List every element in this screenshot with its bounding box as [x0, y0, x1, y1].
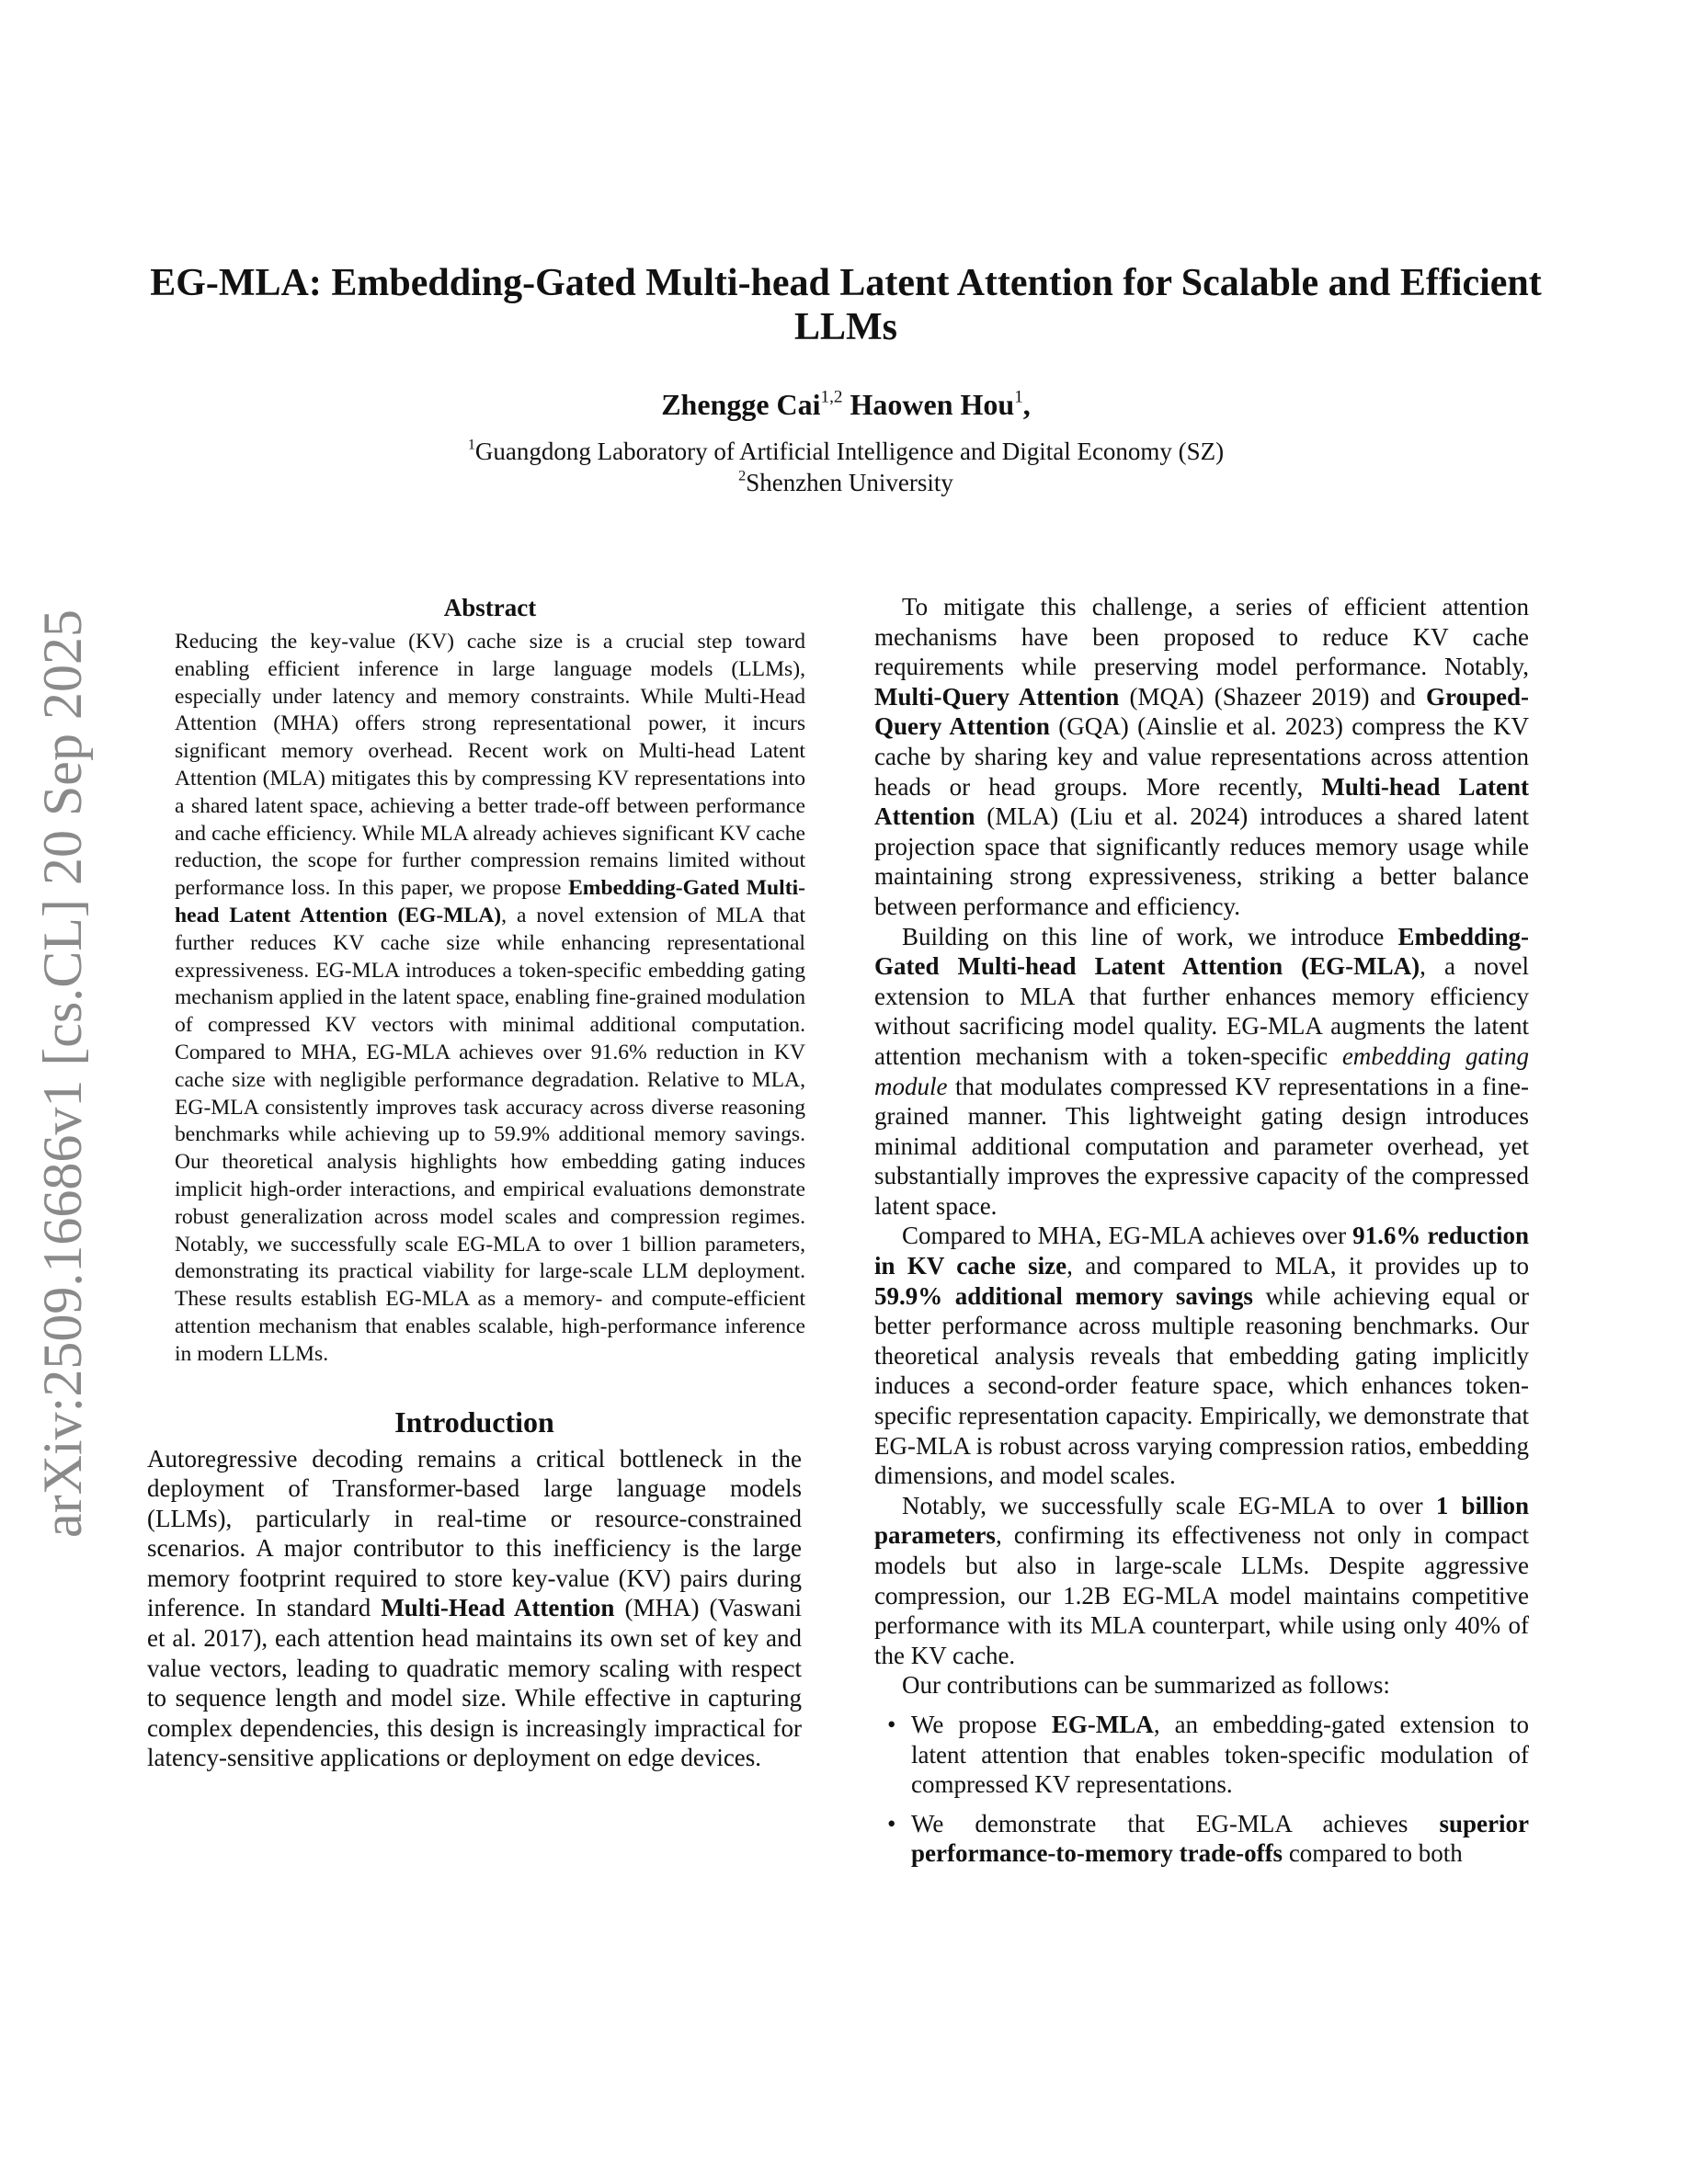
- introduction-heading: Introduction: [394, 1405, 554, 1439]
- author-affiliation-mark: 1,2: [820, 387, 843, 407]
- arxiv-identifier: arXiv:2509.16686v1 [cs.CL] 20 Sep 2025: [32, 609, 93, 1538]
- introduction-paragraph: Notably, we successfully scale EG-MLA to over 1 billion parameters, confirming its effectiveness not only in compact models but also in large-scale LLMs. Despite aggressive compression, our 1.2B EG-MLA model maintains competitive performance with its MLA counterpart, while using only 40% of the KV cache.: [874, 1491, 1529, 1669]
- introduction-paragraph: Autoregressive decoding remains a critical bottleneck in the deployment of Transformer-based large language models (LLMs), particularly in real-time or resource-constrained scenarios. A major contributor to this inefficiency is the large memory footprint required to store key-value (KV) pairs during inference. In standard Multi-Head Attention (MHA) (Vaswani et al. 2017), each attention head maintains its own set of key and value vectors, leading to quadratic memory scaling with respect to sequence length and model size. While effective in capturing complex dependencies, this design is increasingly impractical for latency-sensitive applications or deployment on edge devices.: [147, 1444, 802, 1772]
- affiliation-list: [147, 436, 1545, 498]
- affiliation-line: $^1$Guangdong Laboratory of Artificial Intelligence and Digital Economy (SZ): [467, 436, 1225, 465]
- bullet-icon: •: [887, 1710, 896, 1738]
- right-column: [874, 592, 1529, 1878]
- abstract-heading: Abstract: [443, 594, 537, 621]
- introduction-paragraph: To mitigate this challenge, a series of efficient attention mechanisms have been proposed to reduce KV cache requirements while preserving model performance. Notably, Multi-Query Attention (MQA) (Shazeer 2019) and Grouped-Query Attention (GQA) (Ainslie et al. 2023) compress the KV cache by sharing key and value representations across attention heads or head groups. More recently, Multi-head Latent Attention (MLA) (Liu et al. 2024) introduces a shared latent projection space that significantly reduces memory usage while maintaining strong expressiveness, striking a better balance between performance and efficiency.: [874, 593, 1529, 920]
- introduction-paragraph: Our contributions can be summarized as follows:: [902, 1671, 1390, 1700]
- paper-title: EG-MLA: Embedding-Gated Multi-head Latent Attention for Scalable and Efficient LLMs: [150, 262, 1542, 348]
- contribution-list: [874, 1710, 1529, 1869]
- introduction-paragraph: Compared to MHA, EG-MLA achieves over 91.6% reduction in KV cache size, and compared to MLA, it provides up to 59.9% additional memory savings while achieving equal or better performance across multiple reasoning benchmarks. Our theoretical analysis reveals that embedding gating implicitly induces a second-order feature space, which enhances token-specific representation capacity. Empirically, we demonstrate that EG-MLA is robust across varying compression ratios, embedding dimensions, and model scales.: [874, 1222, 1530, 1490]
- bullet-icon: •: [887, 1809, 896, 1837]
- list-item: • We propose EG-MLA, an embedding-gated extension to latent attention that enables token-specific modulation of compressed KV representations.: [887, 1710, 1529, 1799]
- author-list: Zhengge Cai$^{1,2}$ Haowen Hou$^1$,: [661, 387, 1031, 421]
- author-name: Zhengge Cai: [661, 388, 821, 421]
- left-column: [147, 592, 805, 1773]
- introduction-body-left: [147, 1444, 802, 1774]
- abstract-paragraph: Reducing the key-value (KV) cache size is a crucial step toward enabling efficient inference in large language models (LLMs), especially under latency and memory constraints. While Multi-Head Attention (MHA) offers strong representational power, it incurs significant memory overhead. Recent work on Multi-head Latent Attention (MLA) mitigates this by compressing KV representations into a shared latent space, achieving a better trade-off between performance and cache efficiency. While MLA already achieves significant KV cache reduction, the scope for further compression remains limited without performance loss. In this paper, we propose Embedding-Gated Multi-head Latent Attention (EG-MLA), a novel extension of MLA that further reduces KV cache size while enhancing representational expressiveness. EG-MLA introduces a token-specific embedding gating mechanism applied in the latent space, enabling fine-grained modulation of compressed KV vectors with minimal additional computation. Compared to MHA, EG-MLA achieves over 91.6% reduction in KV cache size with negligible performance degradation. Relative to MLA, EG-MLA consistently improves task accuracy across diverse reasoning benchmarks while achieving up to 59.9% additional memory savings. Our theoretical analysis highlights how embedding gating induces implicit high-order interactions, and empirical evaluations demonstrate robust generalization across model scales and compression regimes. Notably, we successfully scale EG-MLA to over 1 billion parameters, demonstrating its practical viability for large-scale LLM deployment. These results establish EG-MLA as a memory- and compute-efficient attention mechanism that enables scalable, high-performance inference in modern LLMs.: [175, 630, 805, 1366]
- affiliation-line: $^2$Shenzhen University: [738, 467, 953, 496]
- author-affiliation-mark: 1: [1014, 387, 1023, 407]
- list-item: • We demonstrate that EG-MLA achieves superior performance-to-memory trade-offs compared to both: [887, 1809, 1529, 1868]
- abstract-section: [175, 592, 805, 1369]
- author-name: Haowen Hou: [850, 388, 1015, 421]
- introduction-paragraph: Building on this line of work, we introduce Embedding-Gated Multi-head Latent Attention (EG-MLA), a novel extension to MLA that further enhances memory efficiency without sacrificing model quality. EG-MLA augments the latent attention mechanism with a token-specific embedding gating module that modulates compressed KV representations in a fine-grained manner. This lightweight gating design introduces minimal additional computation and parameter overhead, yet substantially improves the expressive capacity of the compressed latent space.: [874, 922, 1529, 1220]
